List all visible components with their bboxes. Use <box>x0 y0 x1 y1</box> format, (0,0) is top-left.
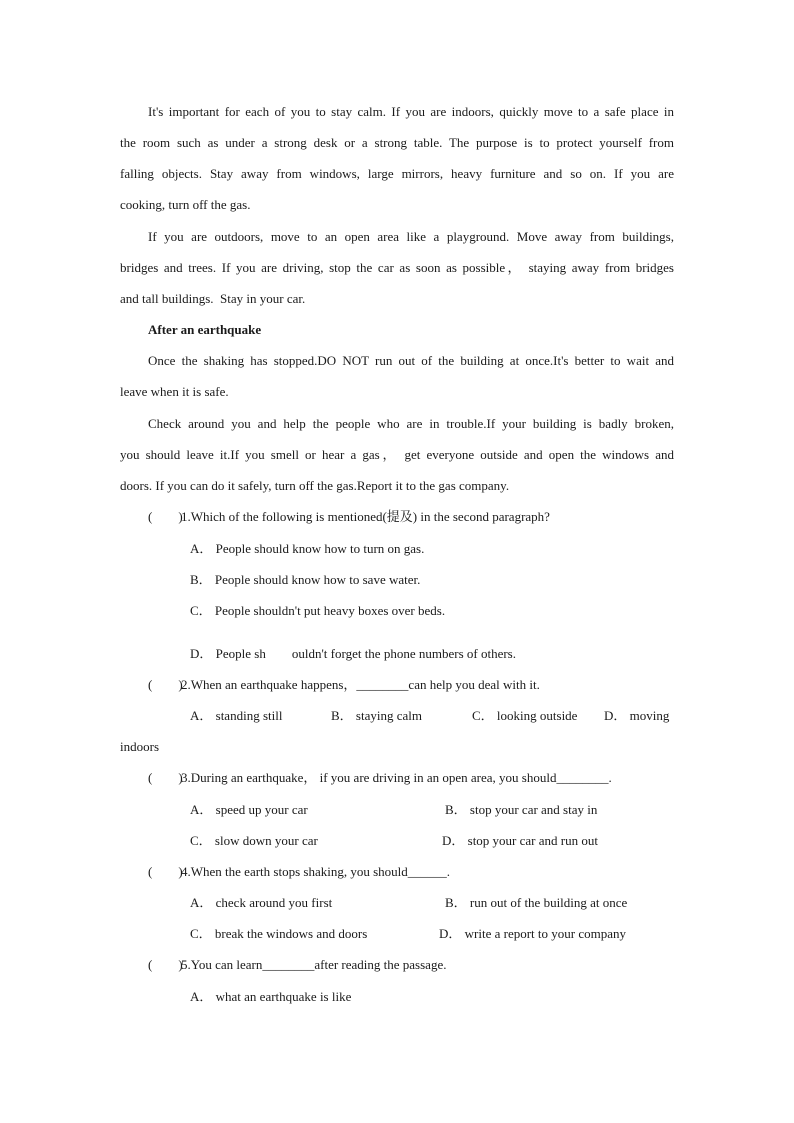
option-c: C． slow down your car <box>190 833 318 848</box>
option-d-wrap: indoors <box>120 739 159 754</box>
question-stem: 3.During an earthquake， if you are driving in an open area, you should________. <box>181 770 612 785</box>
question-stem: 5.You can learn________after reading the passage. <box>181 957 447 972</box>
passage-line: Check around you and help the people who are in trouble.If your building is badly broken, <box>148 416 674 431</box>
option-b: B． People should know how to save water. <box>190 572 421 587</box>
option-b: B． stop your car and stay in <box>445 802 598 817</box>
option-c: C． looking outside <box>472 708 578 723</box>
passage-line: bridges and trees. If you are driving, stop the car as soon as possible， staying away from bridges <box>120 260 674 275</box>
option-d: D． People sh ouldn't forget the phone numbers of others. <box>190 646 516 661</box>
passage-line: If you are outdoors, move to an open area like a playground. Move away from buildings, <box>148 229 674 244</box>
section-heading: After an earthquake <box>148 322 262 337</box>
option-b: B． staying calm <box>331 708 422 723</box>
passage-line: Once the shaking has stopped.DO NOT run out of the building at once.It's better to wait and <box>148 353 674 368</box>
option-a: A． what an earthquake is like <box>190 989 352 1004</box>
option-a: A． standing still <box>190 708 283 723</box>
passage-line: doors. If you can do it safely, turn off the gas.Report it to the gas company. <box>120 478 510 493</box>
passage-line: the room such as under a strong desk or a strong table. The purpose is to protect yourself from <box>120 135 674 150</box>
question-stem: 1.Which of the following is mentioned(提及) in the second paragraph? <box>181 509 550 524</box>
option-a: A． speed up your car <box>190 802 308 817</box>
option-c: C． People shouldn't put heavy boxes over beds. <box>190 603 446 618</box>
option-d: D． stop your car and run out <box>442 833 598 848</box>
option-d: D． moving <box>604 708 670 723</box>
option-d: D． write a report to your company <box>439 926 627 941</box>
option-a: A． People should know how to turn on gas. <box>190 541 425 556</box>
answer-bracket: ( ) <box>148 770 183 785</box>
option-b: B． run out of the building at once <box>445 895 628 910</box>
answer-bracket: ( ) <box>148 864 183 879</box>
question-stem: 4.When the earth stops shaking, you should______. <box>181 864 450 879</box>
passage-line: It's important for each of you to stay calm. If you are indoors, quickly move to a safe place in <box>148 104 674 119</box>
passage-line: you should leave it.If you smell or hear a gas， get everyone outside and open the windows and <box>120 447 674 462</box>
question-stem: 2.When an earthquake happens，________can help you deal with it. <box>181 677 540 692</box>
passage-line: and tall buildings. Stay in your car. <box>120 291 306 306</box>
passage-line: cooking, turn off the gas. <box>120 197 251 212</box>
answer-bracket: ( ) <box>148 957 183 972</box>
answer-bracket: ( ) <box>148 509 183 524</box>
passage-line: leave when it is safe. <box>120 384 229 399</box>
passage-line: falling objects. Stay away from windows, large mirrors, heavy furniture and so on. If you are <box>120 166 674 181</box>
answer-bracket: ( ) <box>148 677 183 692</box>
option-a: A． check around you first <box>190 895 333 910</box>
option-c: C． break the windows and doors <box>190 926 368 941</box>
